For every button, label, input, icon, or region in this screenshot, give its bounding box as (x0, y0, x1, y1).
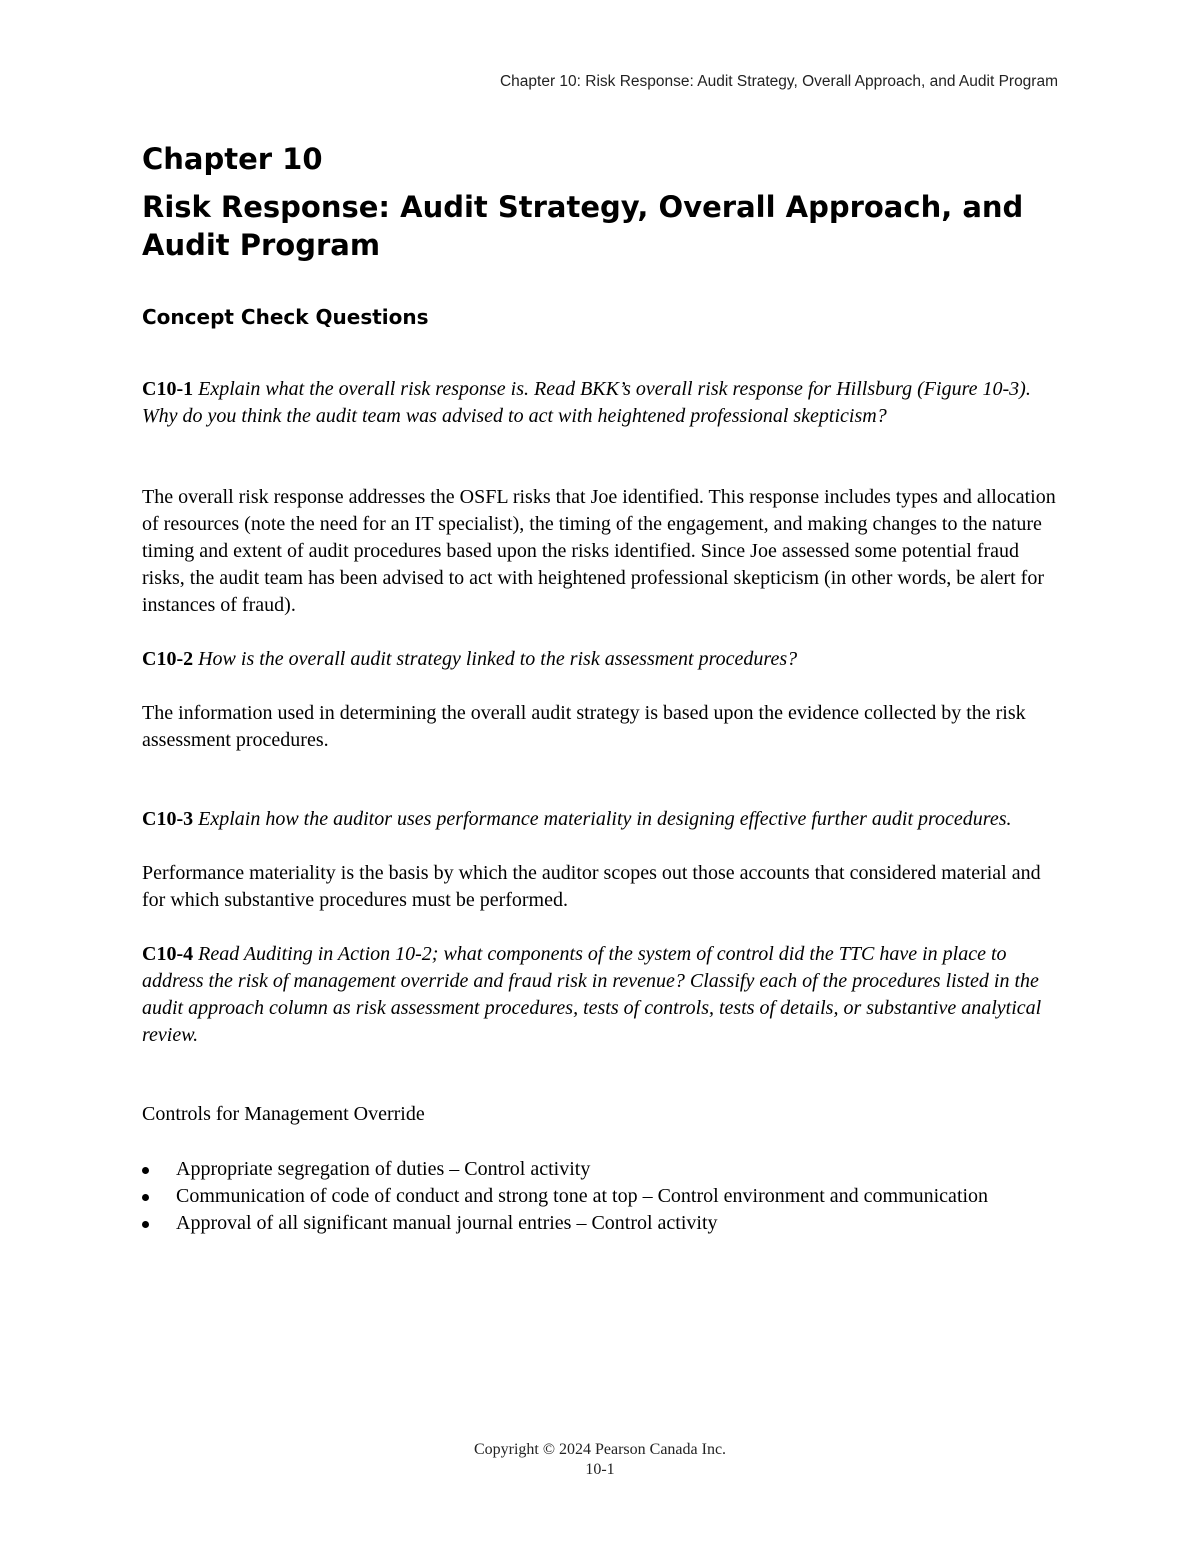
chapter-title (142, 140, 1058, 264)
question-id: C10-1 (142, 378, 194, 400)
copyright-text: Copyright © 2024 Pearson Canada Inc. (473, 1441, 727, 1458)
question-id: C10-3 (142, 808, 194, 830)
question-c10-4 (142, 941, 1058, 1049)
question-c10-2 (142, 646, 1058, 673)
answer-c10-1: The overall risk response addresses the OSFL risks that Joe identified. This response includes types and allocation of resources (note the need for an IT specialist), the timing of the engagement, and making changes to the nature timing and extent of audit procedures based upon the risks identified. Since Joe assessed some potential fraud risks, the audit team has been advised to act with heightened professional skepticism (in other words, be alert for instances of fraud). (142, 486, 1056, 616)
question-c10-1 (142, 376, 1058, 430)
list-item (142, 1183, 1058, 1210)
chapter-number: Chapter 10 (142, 142, 323, 176)
bullet-icon (142, 1167, 149, 1174)
list-item (142, 1156, 1058, 1183)
question-text: Explain how the auditor uses performance materiality in designing effective further audit procedures. (193, 808, 1012, 830)
answer-c10-2: The information used in determining the overall audit strategy is based upon the evidence collected by the risk assessment procedures. (142, 702, 1026, 751)
list-item-text: Approval of all significant manual journal entries – Control activity (176, 1212, 718, 1234)
question-text: How is the overall audit strategy linked to the risk assessment procedures? (193, 648, 798, 670)
page-footer (0, 1440, 1200, 1480)
controls-heading: Controls for Management Override (142, 1103, 425, 1125)
list-item-text: Communication of code of conduct and strong tone at top – Control environment and communication (176, 1185, 989, 1207)
chapter-subtitle: Risk Response: Audit Strategy, Overall Approach, and Audit Program (142, 190, 1024, 262)
page-number: 10-1 (585, 1461, 615, 1478)
question-text: Read Auditing in Action 10-2; what components of the system of control did the TTC have in place to address the risk of management override and fraud risk in revenue? Classify each of the procedures listed in the audit approach column as risk assessment procedures, tests of controls, tests of details, or substantive analytical review. (142, 943, 1042, 1046)
question-text: Explain what the overall risk response is. Read BKK’s overall risk response for Hillsburg (Figure 10-3). Why do you think the audit team was advised to act with heightened professional skepticism? (142, 378, 1031, 427)
page-content (142, 140, 1058, 1237)
question-id: C10-4 (142, 943, 194, 965)
running-header: Chapter 10: Risk Response: Audit Strategy, Overall Approach, and Audit Program (499, 73, 1058, 90)
bullet-icon (142, 1194, 149, 1201)
answer-c10-3: Performance materiality is the basis by which the auditor scopes out those accounts that considered material and for which substantive procedures must be performed. (142, 862, 1041, 911)
controls-list (142, 1156, 1058, 1237)
question-id: C10-2 (142, 648, 194, 670)
question-c10-3 (142, 806, 1058, 833)
section-heading: Concept Check Questions (142, 305, 429, 329)
bullet-icon (142, 1221, 149, 1228)
list-item-text: Appropriate segregation of duties – Control activity (176, 1158, 591, 1180)
list-item (142, 1210, 1058, 1237)
